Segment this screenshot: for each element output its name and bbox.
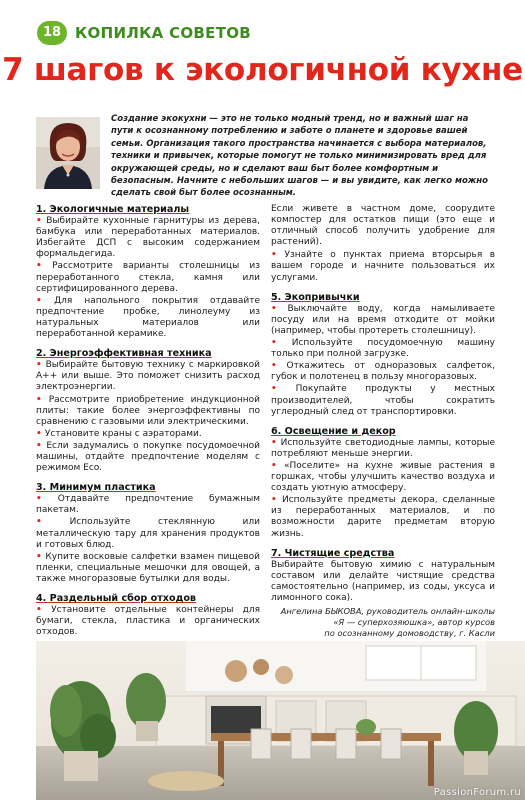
article-title: 7 шагов к экологичной кухне	[2, 52, 523, 88]
section-waste	[36, 593, 260, 638]
section-heading: 2. Энергоэффективная техника	[36, 348, 212, 360]
list-item: • Для напольного покрытия отдавайте предпочтение пробке, линолеуму из натуральных материалов или переработанной керамике.	[36, 295, 260, 340]
section-heading: 4. Раздельный сбор отходов	[36, 593, 196, 604]
signature-line: по осознанному домоводству, г. Касли	[324, 628, 495, 639]
section-habits	[271, 292, 495, 418]
kitchen-photo	[36, 641, 525, 800]
list-item: • Отдавайте предпочтение бумажным пакетам.	[36, 494, 261, 516]
list-item: • Используйте светодиодные лампы, которые потребляют меньше энергии.	[271, 437, 495, 459]
list-item: • Установите краны с аэраторами.	[36, 428, 202, 439]
section-heading: 3. Минимум пластика	[36, 482, 156, 494]
list-item: • Узнайте о пунктах приема вторсырья в вашем городе и начните пользоваться их услугами.	[271, 250, 495, 283]
list-item: • Рассмотрите приобретение индукционной плиты: такие более энергоэффективны по сравнению с газовыми или электрическими.	[36, 394, 260, 427]
section-cleaning	[271, 548, 495, 639]
section-materials	[36, 204, 260, 340]
paragraph: Если живете в частном доме, соорудите компостер для остатков пищи (это еще и отличный способ получить удобрение для растений).	[271, 204, 495, 248]
section-lighting	[271, 426, 495, 540]
list-item: • Купите восковые салфетки взамен пищевой пленки, специальные мешочки для овощей, а также многоразовые бутылки для воды.	[36, 551, 260, 584]
list-item: • Используйте стеклянную или металлическую тару для хранения продуктов и готовых блюд.	[36, 517, 260, 550]
signature-line: «Я — суперхозяюшка», автор курсов	[333, 617, 495, 628]
section-plastic	[36, 482, 260, 585]
list-item: • Используйте посудомоечную машину только при полной загрузке.	[271, 338, 495, 360]
intro-paragraph: Создание экокухни — это не только модный тренд, но и важный шаг на пути к осознанному потреблению и заботе о планете и здоровье вашей семьи. Организация такого пространства начинается с выбора материалов, техники и привычек, которые помогут не только минимизировать вред для окружающей среды, но и сделают ваш быт более комфортным и безопасным. Начните с небольших шагов — и вы увидите, как легко можно сделать свой быт более осознанным.	[111, 114, 488, 199]
list-item: • Если задумались о покупке посудомоечной машины, отдайте предпочтение моделям с режимом Eco.	[36, 440, 260, 474]
section-appliances	[36, 348, 260, 474]
section-heading: 7. Чистящие средства	[271, 547, 395, 559]
section-heading: 6. Освещение и декор	[271, 425, 396, 437]
list-item: • Используйте предметы декора, сделанные из переработанных материалов, и по возможности дарите предметам вторую жизнь.	[271, 495, 495, 539]
signature-line: Ангелина БЫКОВА, руководитель онлайн-школы	[280, 606, 495, 617]
list-item: • Выключайте воду, когда намыливаете посуду или на время отходите от мойки (например, чтобы протереть столешницу).	[271, 303, 495, 336]
list-item: • Откажитесь от одноразовых салфеток, губок и полотенец в пользу многоразовых.	[271, 361, 495, 383]
list-item: • Выбирайте бытовую технику с маркировкой A++ или выше. Это поможет снизить расход электроэнергии.	[36, 360, 260, 393]
right-column	[271, 204, 495, 647]
list-item: • Рассмотрите варианты столешницы из переработанного стекла, камня или сертифицированного дерева.	[36, 261, 260, 294]
list-item: • Установите отдельные контейнеры для бумаги, стекла, пластика и органических отходов.	[36, 605, 260, 638]
list-item: • Выбирайте кухонные гарнитуры из дерева, бамбука или переработанных материалов. Избегайте ДСП с высоким содержанием формальдегида.	[36, 216, 260, 260]
author-photo	[36, 117, 100, 189]
section-heading: 1. Экологичные материалы	[36, 204, 190, 215]
section-heading: 5. Экопривычки	[271, 291, 360, 303]
section-waste-continued	[271, 204, 495, 284]
paragraph: Выбирайте бытовую химию с натуральным составом или делайте чистящие средства самостоятельно (например, из соды, уксуса и лимонного сока).	[271, 559, 495, 603]
watermark: PassionForum.ru	[433, 787, 521, 798]
left-column	[36, 204, 260, 646]
page-number-badge: 18	[37, 21, 67, 45]
list-item: • «Поселите» на кухне живые растения в горшках, чтобы улучшить качество воздуха и создать уютную атмосферу.	[271, 460, 495, 494]
section-label: КОПИЛКА СОВЕТОВ	[75, 24, 252, 42]
list-item: • Покупайте продукты у местных производителей, чтобы сократить углеродный след от транспортировки.	[271, 384, 495, 417]
author-signature	[271, 606, 495, 639]
